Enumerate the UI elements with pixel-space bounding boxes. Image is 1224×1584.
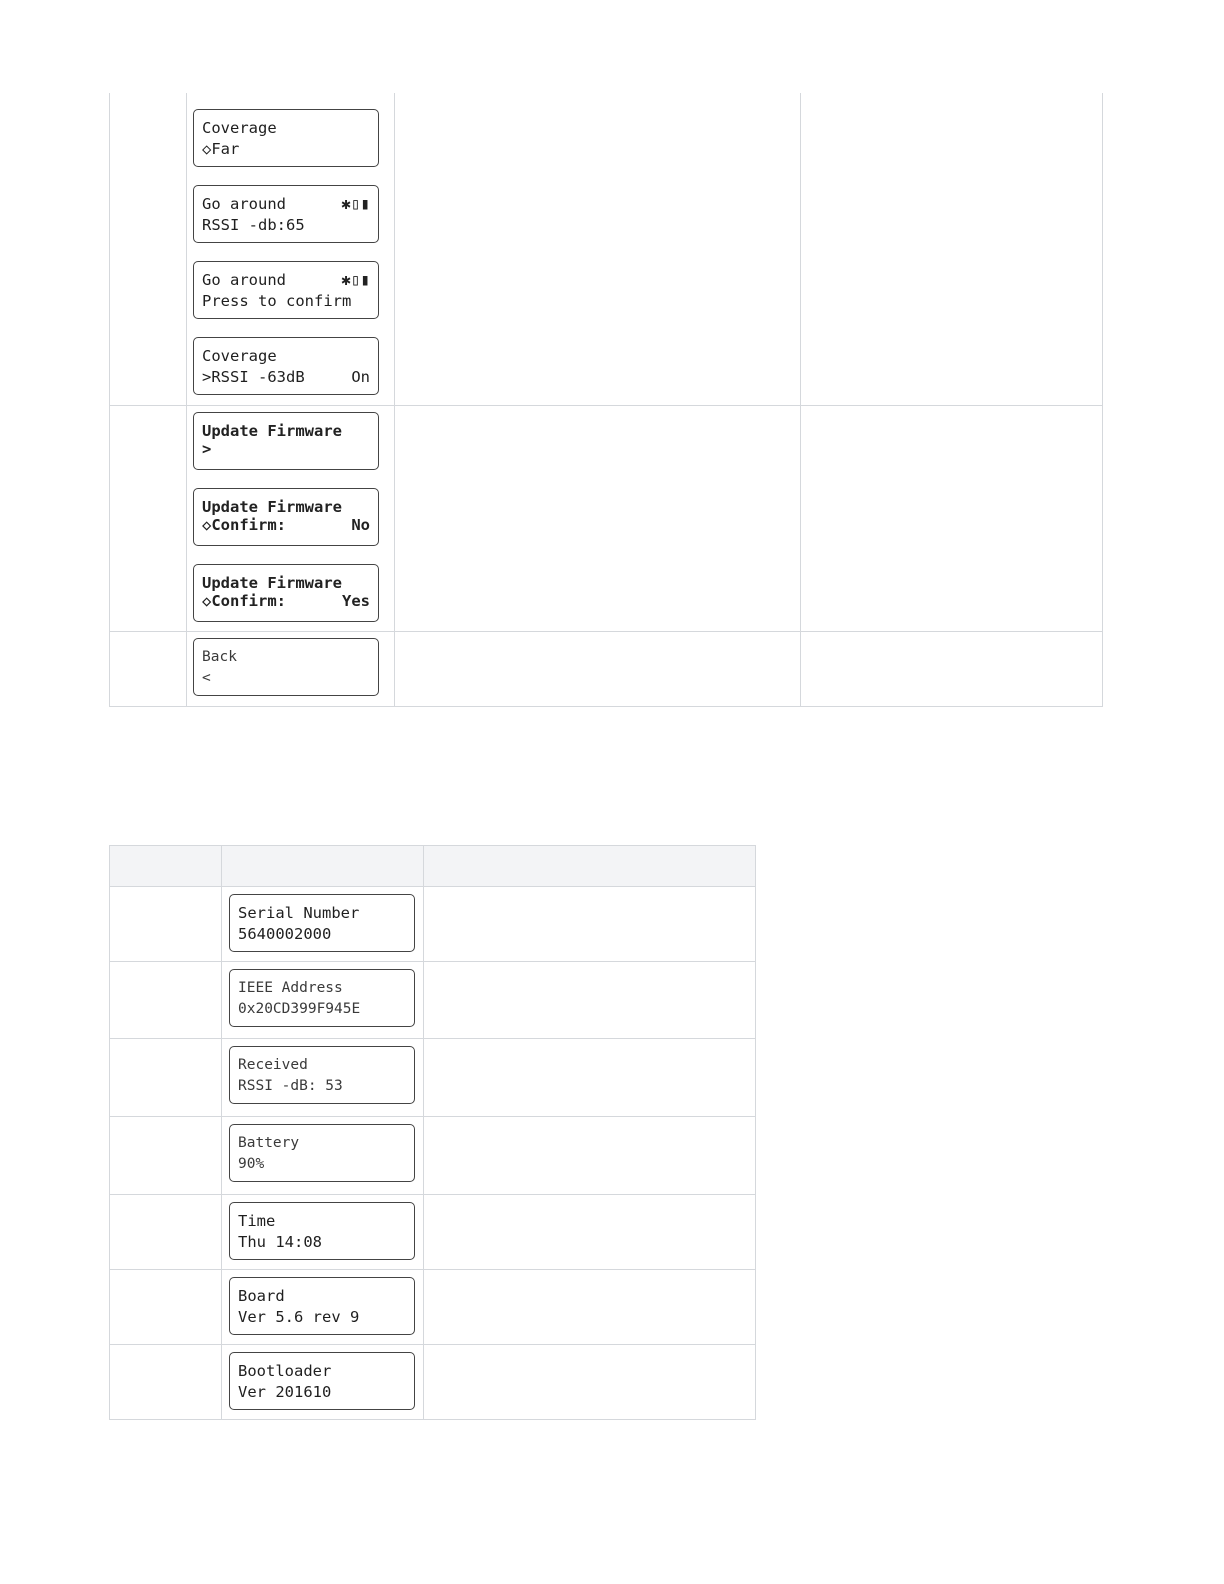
- table-header-cell: [110, 846, 222, 887]
- lcd-screen: [193, 564, 379, 622]
- lcd-line2: 90%: [238, 1156, 265, 1172]
- table-row: [110, 631, 1103, 706]
- lcd-line2: Ver 201610: [238, 1383, 332, 1401]
- lcd-line1: Update Firmware: [202, 497, 342, 516]
- table-cell: [424, 1195, 756, 1270]
- table-row: [110, 887, 756, 962]
- lcd-line1: Update Firmware: [202, 421, 342, 440]
- table-cell: [110, 1117, 222, 1195]
- lcd-line1: Coverage: [202, 119, 277, 137]
- updown-icon: ◇: [202, 515, 212, 534]
- table-cell: [395, 631, 801, 706]
- bluetooth-battery-icon: ✱▯▮: [341, 194, 370, 213]
- table-cell: [424, 1345, 756, 1420]
- table-cell: [424, 1117, 756, 1195]
- lcd-line1: Coverage: [202, 347, 277, 365]
- lcd-value: Yes: [342, 591, 370, 610]
- lcd-screen: [193, 185, 379, 243]
- table-header-cell: [424, 846, 756, 887]
- table-cell: [222, 1270, 424, 1345]
- table-cell: [110, 405, 187, 631]
- menu-table: [109, 93, 1103, 707]
- lcd-line1: Update Firmware: [202, 573, 342, 592]
- table-header-row: [110, 846, 756, 887]
- table-cell: [110, 1345, 222, 1420]
- lcd-screen: [229, 894, 415, 952]
- lcd-value: On: [351, 368, 370, 386]
- lcd-screen: [229, 969, 415, 1027]
- lcd-line2: RSSI -dB: 53: [238, 1078, 343, 1094]
- lcd-line2: 0x20CD399F945E: [238, 1001, 361, 1017]
- lcd-screen: [193, 488, 379, 546]
- lcd-screen: [229, 1046, 415, 1104]
- table-cell: [222, 962, 424, 1039]
- lcd-screen: [193, 638, 379, 696]
- table-cell: [110, 887, 222, 962]
- table-cell: [110, 1195, 222, 1270]
- lcd-screen: [229, 1352, 415, 1410]
- lcd-line2: ◇Confirm: No: [202, 515, 370, 534]
- table-cell: [801, 631, 1103, 706]
- lcd-line2: ◇Far: [202, 140, 240, 158]
- lcd-line1: Go around: [202, 271, 286, 289]
- lcd-line2: ◇Confirm: Yes: [202, 591, 370, 610]
- table-row: [110, 1117, 756, 1195]
- table-row: [110, 93, 1103, 405]
- lcd-line2: >RSSI -63dB On: [202, 368, 370, 386]
- table-row: [110, 1039, 756, 1117]
- bluetooth-battery-icon: ✱▯▮: [341, 270, 370, 289]
- updown-icon: ◇: [202, 140, 212, 158]
- lcd-line2: 5640002000: [238, 925, 332, 943]
- chevron-left-icon: <: [202, 669, 211, 686]
- table-cell: [110, 93, 187, 405]
- lcd-screen: [193, 261, 379, 319]
- table-cell: [801, 405, 1103, 631]
- table-cell: [110, 631, 187, 706]
- lcd-value: No: [351, 515, 370, 534]
- lcd-line2: Thu 14:08: [238, 1233, 322, 1251]
- lcd-line1: Received: [238, 1057, 308, 1073]
- table-cell: [110, 1039, 222, 1117]
- table-cell: [424, 1270, 756, 1345]
- lcd-screen: [193, 412, 379, 470]
- table-cell: [222, 1117, 424, 1195]
- lcd-screen: [229, 1202, 415, 1260]
- table-cell: [801, 93, 1103, 405]
- lcd-screen: [193, 337, 379, 395]
- table-cell: [424, 887, 756, 962]
- lcd-screen: [229, 1277, 415, 1335]
- lcd-line1: IEEE Address: [238, 980, 343, 996]
- table-cell: [222, 1039, 424, 1117]
- table-row: [110, 1195, 756, 1270]
- table-cell: [395, 405, 801, 631]
- table-cell: [424, 1039, 756, 1117]
- table-cell: [187, 631, 395, 706]
- table-header-cell: [222, 846, 424, 887]
- table-cell: [110, 962, 222, 1039]
- table-cell: [395, 93, 801, 405]
- info-table: [109, 845, 756, 1420]
- lcd-line1: Bootloader: [238, 1362, 332, 1380]
- table-cell: [424, 962, 756, 1039]
- table-row: [110, 1270, 756, 1345]
- chevron-right-icon: >: [202, 368, 212, 386]
- lcd-line2: RSSI -db:65: [202, 216, 305, 234]
- lcd-line1: Serial Number: [238, 904, 360, 922]
- lcd-line2: Ver 5.6 rev 9: [238, 1308, 360, 1326]
- lcd-line2: Press to confirm: [202, 292, 352, 310]
- table-cell: [222, 1195, 424, 1270]
- table-cell: [187, 405, 395, 631]
- lcd-line1: Time: [238, 1212, 276, 1230]
- lcd-line1: Back: [202, 648, 237, 665]
- table-row: [110, 405, 1103, 631]
- lcd-line1: Board: [238, 1287, 285, 1305]
- lcd-screen: [229, 1124, 415, 1182]
- lcd-line1: Go around: [202, 195, 286, 213]
- lcd-line1: Battery: [238, 1135, 300, 1151]
- table-row: [110, 1345, 756, 1420]
- updown-icon: ◇: [202, 591, 212, 610]
- table-cell: [222, 1345, 424, 1420]
- table-cell: [110, 1270, 222, 1345]
- table-cell: [187, 93, 395, 405]
- lcd-screen: [193, 109, 379, 167]
- table-row: [110, 962, 756, 1039]
- lcd-line2: >: [202, 439, 212, 458]
- table-cell: [222, 887, 424, 962]
